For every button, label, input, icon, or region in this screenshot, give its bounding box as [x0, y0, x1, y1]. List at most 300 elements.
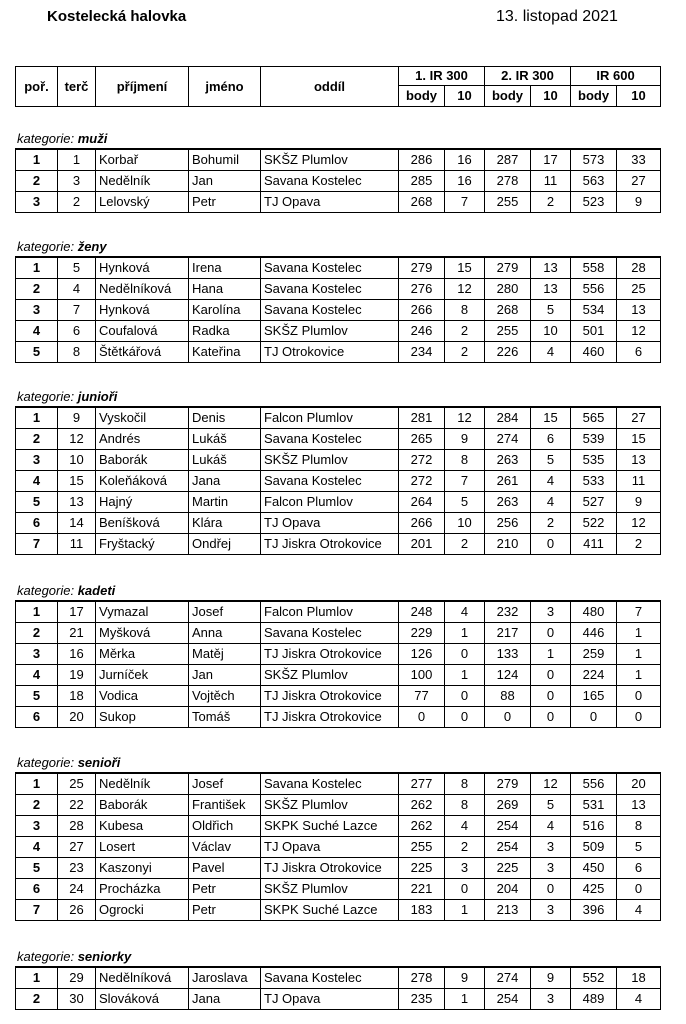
cell-first-name: Josef: [189, 773, 261, 795]
cell-club: TJ Jiskra Otrokovice: [261, 858, 399, 879]
table-row: [16, 321, 661, 342]
cell-rank: 3: [16, 300, 58, 321]
cell-target: 13: [58, 492, 96, 513]
cell-ir300-2-ten: 17: [531, 149, 571, 171]
table-row: [16, 257, 661, 279]
table-row: [16, 429, 661, 450]
cell-club: Savana Kostelec: [261, 773, 399, 795]
cell-ir300-1-body: 285: [399, 171, 445, 192]
cell-rank: 1: [16, 967, 58, 989]
cell-club: SKŠZ Plumlov: [261, 321, 399, 342]
cell-ir300-2-ten: 1: [531, 644, 571, 665]
cell-rank: 4: [16, 665, 58, 686]
cell-target: 10: [58, 450, 96, 471]
cell-ir300-2-body: 254: [485, 989, 531, 1010]
cell-rank: 3: [16, 816, 58, 837]
cell-target: 11: [58, 534, 96, 555]
cell-ir300-2-ten: 4: [531, 492, 571, 513]
cell-first-name: Irena: [189, 257, 261, 279]
cell-ir300-2-body: 226: [485, 342, 531, 363]
category-prefix: kategorie:: [17, 131, 78, 146]
table-row: [16, 879, 661, 900]
cell-first-name: Bohumil: [189, 149, 261, 171]
cell-ir600-body: 450: [571, 858, 617, 879]
cell-rank: 5: [16, 492, 58, 513]
cell-first-name: Lukáš: [189, 450, 261, 471]
cell-ir600-body: 411: [571, 534, 617, 555]
cell-ir600-body: 501: [571, 321, 617, 342]
category-name: muži: [77, 131, 108, 146]
cell-ir600-body: 556: [571, 279, 617, 300]
table-row: [16, 279, 661, 300]
cell-ir600-ten: 6: [617, 342, 661, 363]
cell-surname: Nedělníková: [96, 967, 189, 989]
cell-ir300-1-ten: 4: [445, 601, 485, 623]
cell-ir300-1-ten: 8: [445, 795, 485, 816]
category-table: [15, 148, 661, 213]
cell-surname: Ogrocki: [96, 900, 189, 921]
category-table: [15, 406, 661, 555]
cell-rank: 4: [16, 837, 58, 858]
cell-ir300-2-ten: 4: [531, 342, 571, 363]
cell-club: Savana Kostelec: [261, 471, 399, 492]
cell-ir300-1-ten: 2: [445, 837, 485, 858]
cell-ir300-2-body: 284: [485, 407, 531, 429]
cell-ir600-ten: 0: [617, 707, 661, 728]
cell-surname: Nedělník: [96, 773, 189, 795]
category-prefix: kategorie:: [17, 583, 78, 598]
cell-ir600-ten: 4: [617, 900, 661, 921]
cell-rank: 2: [16, 623, 58, 644]
cell-first-name: Radka: [189, 321, 261, 342]
cell-ir300-1-body: 281: [399, 407, 445, 429]
cell-club: SKPK Suché Lazce: [261, 816, 399, 837]
cell-ir300-2-body: 279: [485, 773, 531, 795]
table-row: [16, 149, 661, 171]
cell-target: 26: [58, 900, 96, 921]
cell-ir300-1-body: 201: [399, 534, 445, 555]
cell-ir600-body: 446: [571, 623, 617, 644]
cell-surname: Kubesa: [96, 816, 189, 837]
cell-ir300-2-ten: 3: [531, 601, 571, 623]
cell-target: 16: [58, 644, 96, 665]
cell-club: SKŠZ Plumlov: [261, 879, 399, 900]
cell-first-name: Tomáš: [189, 707, 261, 728]
cell-ir600-body: 563: [571, 171, 617, 192]
col-header-ten: 10: [445, 86, 485, 107]
cell-ir300-1-body: 286: [399, 149, 445, 171]
cell-ir300-1-ten: 9: [445, 429, 485, 450]
cell-ir300-2-body: 133: [485, 644, 531, 665]
cell-ir300-2-ten: 2: [531, 192, 571, 213]
category-name: seniorky: [77, 949, 132, 964]
cell-surname: Vymazal: [96, 601, 189, 623]
cell-rank: 4: [16, 321, 58, 342]
cell-surname: Lelovský: [96, 192, 189, 213]
cell-ir300-2-ten: 0: [531, 686, 571, 707]
category-name: senioři: [77, 755, 121, 770]
cell-surname: Koleňáková: [96, 471, 189, 492]
cell-ir300-1-ten: 4: [445, 816, 485, 837]
table-row: [16, 686, 661, 707]
cell-ir600-body: 509: [571, 837, 617, 858]
cell-ir300-1-ten: 2: [445, 321, 485, 342]
cell-ir300-2-ten: 0: [531, 879, 571, 900]
table-row: [16, 773, 661, 795]
cell-rank: 2: [16, 989, 58, 1010]
cell-ir600-body: 0: [571, 707, 617, 728]
cell-ir600-ten: 8: [617, 816, 661, 837]
cell-ir300-1-ten: 7: [445, 192, 485, 213]
cell-surname: Andrés: [96, 429, 189, 450]
cell-first-name: Petr: [189, 900, 261, 921]
cell-target: 8: [58, 342, 96, 363]
cell-ir300-1-body: 255: [399, 837, 445, 858]
cell-first-name: Kateřina: [189, 342, 261, 363]
category-prefix: kategorie:: [17, 755, 78, 770]
cell-ir600-ten: 1: [617, 644, 661, 665]
cell-first-name: Karolína: [189, 300, 261, 321]
table-row: [16, 858, 661, 879]
cell-ir300-2-body: 88: [485, 686, 531, 707]
category-label: [17, 949, 131, 964]
cell-target: 29: [58, 967, 96, 989]
col-header-oddil: oddíl: [261, 67, 399, 107]
col-header-por: poř.: [16, 67, 58, 107]
cell-ir300-1-ten: 5: [445, 492, 485, 513]
cell-ir300-1-body: 264: [399, 492, 445, 513]
cell-target: 1: [58, 149, 96, 171]
category-prefix: kategorie:: [17, 949, 78, 964]
cell-ir300-1-ten: 0: [445, 644, 485, 665]
cell-ir300-2-body: 287: [485, 149, 531, 171]
cell-ir600-body: 533: [571, 471, 617, 492]
cell-ir600-body: 527: [571, 492, 617, 513]
cell-ir600-body: 523: [571, 192, 617, 213]
cell-ir600-ten: 1: [617, 623, 661, 644]
cell-target: 7: [58, 300, 96, 321]
cell-ir300-1-ten: 2: [445, 342, 485, 363]
cell-ir300-2-ten: 15: [531, 407, 571, 429]
cell-first-name: Petr: [189, 192, 261, 213]
cell-surname: Myšková: [96, 623, 189, 644]
cell-club: TJ Opava: [261, 192, 399, 213]
cell-ir600-ten: 9: [617, 192, 661, 213]
cell-target: 18: [58, 686, 96, 707]
cell-ir300-1-body: 265: [399, 429, 445, 450]
cell-ir300-2-ten: 0: [531, 707, 571, 728]
cell-ir600-body: 224: [571, 665, 617, 686]
cell-ir300-2-ten: 6: [531, 429, 571, 450]
cell-ir300-2-body: 254: [485, 816, 531, 837]
cell-club: TJ Jiskra Otrokovice: [261, 644, 399, 665]
cell-ir600-body: 565: [571, 407, 617, 429]
cell-ir300-2-ten: 0: [531, 623, 571, 644]
cell-ir600-ten: 20: [617, 773, 661, 795]
category-name: kadeti: [77, 583, 116, 598]
cell-target: 30: [58, 989, 96, 1010]
cell-ir600-ten: 27: [617, 407, 661, 429]
cell-ir600-ten: 12: [617, 321, 661, 342]
cell-ir600-ten: 18: [617, 967, 661, 989]
category-table: [15, 256, 661, 363]
cell-ir300-2-body: 261: [485, 471, 531, 492]
cell-rank: 2: [16, 429, 58, 450]
table-row: [16, 837, 661, 858]
cell-ir300-2-body: 269: [485, 795, 531, 816]
cell-rank: 3: [16, 450, 58, 471]
cell-ir300-1-body: 229: [399, 623, 445, 644]
cell-target: 9: [58, 407, 96, 429]
category-label: [17, 239, 107, 254]
cell-ir300-1-ten: 0: [445, 879, 485, 900]
cell-ir300-1-ten: 7: [445, 471, 485, 492]
cell-ir300-2-ten: 3: [531, 900, 571, 921]
cell-first-name: Klára: [189, 513, 261, 534]
cell-ir300-2-body: 225: [485, 858, 531, 879]
cell-ir300-1-body: 272: [399, 471, 445, 492]
cell-target: 12: [58, 429, 96, 450]
cell-ir300-2-ten: 3: [531, 989, 571, 1010]
cell-ir300-1-ten: 1: [445, 989, 485, 1010]
cell-surname: Vodica: [96, 686, 189, 707]
cell-surname: Kaszonyi: [96, 858, 189, 879]
cell-club: Savana Kostelec: [261, 257, 399, 279]
table-row: [16, 623, 661, 644]
table-row: [16, 534, 661, 555]
cell-ir600-body: 460: [571, 342, 617, 363]
cell-first-name: Ondřej: [189, 534, 261, 555]
cell-first-name: Martin: [189, 492, 261, 513]
cell-club: TJ Opava: [261, 513, 399, 534]
cell-ir300-1-body: 235: [399, 989, 445, 1010]
cell-surname: Měrka: [96, 644, 189, 665]
table-row: [16, 967, 661, 989]
cell-target: 3: [58, 171, 96, 192]
cell-target: 5: [58, 257, 96, 279]
col-header-ir300-1: 1. IR 300: [399, 67, 485, 86]
cell-ir300-1-ten: 16: [445, 149, 485, 171]
cell-first-name: František: [189, 795, 261, 816]
cell-ir300-1-ten: 8: [445, 300, 485, 321]
category-label: [17, 755, 120, 770]
cell-ir600-ten: 4: [617, 989, 661, 1010]
cell-rank: 5: [16, 686, 58, 707]
cell-ir300-1-ten: 2: [445, 534, 485, 555]
cell-ir300-2-body: 213: [485, 900, 531, 921]
cell-ir600-body: 425: [571, 879, 617, 900]
cell-ir600-body: 556: [571, 773, 617, 795]
cell-ir300-1-body: 246: [399, 321, 445, 342]
cell-rank: 2: [16, 795, 58, 816]
cell-rank: 1: [16, 407, 58, 429]
col-header-body: body: [485, 86, 531, 107]
cell-first-name: Petr: [189, 879, 261, 900]
cell-ir300-1-ten: 10: [445, 513, 485, 534]
table-row: [16, 450, 661, 471]
table-row: [16, 665, 661, 686]
cell-ir300-2-ten: 10: [531, 321, 571, 342]
cell-club: Savana Kostelec: [261, 300, 399, 321]
category-table: [15, 772, 661, 921]
cell-ir300-2-ten: 0: [531, 665, 571, 686]
cell-ir300-2-ten: 5: [531, 450, 571, 471]
cell-ir300-2-body: 217: [485, 623, 531, 644]
cell-ir300-2-ten: 9: [531, 967, 571, 989]
cell-ir300-2-ten: 12: [531, 773, 571, 795]
col-header-body: body: [399, 86, 445, 107]
cell-ir600-ten: 5: [617, 837, 661, 858]
category-name: ženy: [77, 239, 107, 254]
cell-ir600-body: 531: [571, 795, 617, 816]
cell-ir300-2-ten: 5: [531, 795, 571, 816]
cell-ir300-2-body: 274: [485, 967, 531, 989]
cell-ir300-1-body: 100: [399, 665, 445, 686]
cell-ir300-2-body: 278: [485, 171, 531, 192]
cell-ir300-1-ten: 1: [445, 623, 485, 644]
cell-ir300-1-body: 268: [399, 192, 445, 213]
cell-surname: Baborák: [96, 450, 189, 471]
cell-ir300-1-body: 221: [399, 879, 445, 900]
cell-rank: 1: [16, 149, 58, 171]
cell-surname: Nedělník: [96, 171, 189, 192]
cell-club: SKŠZ Plumlov: [261, 149, 399, 171]
cell-ir600-ten: 28: [617, 257, 661, 279]
cell-rank: 7: [16, 900, 58, 921]
cell-ir300-2-body: 263: [485, 450, 531, 471]
cell-ir300-1-ten: 15: [445, 257, 485, 279]
cell-ir300-1-ten: 3: [445, 858, 485, 879]
cell-ir600-body: 552: [571, 967, 617, 989]
cell-club: Savana Kostelec: [261, 623, 399, 644]
category-table: [15, 600, 661, 728]
cell-rank: 4: [16, 471, 58, 492]
cell-first-name: Jana: [189, 471, 261, 492]
cell-ir300-1-body: 225: [399, 858, 445, 879]
cell-ir600-ten: 15: [617, 429, 661, 450]
cell-ir300-2-body: 255: [485, 192, 531, 213]
cell-first-name: Hana: [189, 279, 261, 300]
cell-first-name: Jan: [189, 665, 261, 686]
table-row: [16, 707, 661, 728]
cell-surname: Coufalová: [96, 321, 189, 342]
cell-first-name: Vojtěch: [189, 686, 261, 707]
cell-ir300-2-body: 124: [485, 665, 531, 686]
cell-surname: Beníšková: [96, 513, 189, 534]
cell-rank: 7: [16, 534, 58, 555]
cell-ir600-ten: 12: [617, 513, 661, 534]
cell-first-name: Pavel: [189, 858, 261, 879]
col-header-ir300-2: 2. IR 300: [485, 67, 571, 86]
category-prefix: kategorie:: [17, 239, 78, 254]
cell-target: 23: [58, 858, 96, 879]
cell-ir300-1-ten: 0: [445, 686, 485, 707]
cell-ir300-2-body: 263: [485, 492, 531, 513]
cell-rank: 2: [16, 279, 58, 300]
cell-first-name: Jana: [189, 989, 261, 1010]
cell-ir300-1-body: 262: [399, 816, 445, 837]
col-header-prijmeni: příjmení: [96, 67, 189, 107]
page-title: Kostelecká halovka: [47, 8, 187, 25]
cell-ir300-1-body: 278: [399, 967, 445, 989]
col-header-ir600: IR 600: [571, 67, 661, 86]
cell-ir300-2-ten: 13: [531, 279, 571, 300]
cell-rank: 3: [16, 192, 58, 213]
cell-target: 24: [58, 879, 96, 900]
cell-ir600-body: 165: [571, 686, 617, 707]
cell-ir300-1-body: 126: [399, 644, 445, 665]
cell-ir300-1-ten: 1: [445, 665, 485, 686]
table-row: [16, 601, 661, 623]
cell-target: 27: [58, 837, 96, 858]
cell-ir300-2-body: 256: [485, 513, 531, 534]
cell-ir600-body: 535: [571, 450, 617, 471]
cell-ir600-body: 516: [571, 816, 617, 837]
cell-club: Savana Kostelec: [261, 967, 399, 989]
table-row: [16, 471, 661, 492]
table-row: [16, 492, 661, 513]
cell-rank: 6: [16, 879, 58, 900]
cell-ir300-1-ten: 1: [445, 900, 485, 921]
cell-ir300-2-ten: 4: [531, 816, 571, 837]
cell-surname: Jurníček: [96, 665, 189, 686]
table-row: [16, 342, 661, 363]
cell-ir300-2-body: 204: [485, 879, 531, 900]
cell-rank: 1: [16, 257, 58, 279]
cell-target: 4: [58, 279, 96, 300]
cell-club: Savana Kostelec: [261, 279, 399, 300]
table-row: [16, 300, 661, 321]
table-row: [16, 989, 661, 1010]
table-row: [16, 900, 661, 921]
cell-ir300-2-body: 280: [485, 279, 531, 300]
cell-club: Falcon Plumlov: [261, 601, 399, 623]
cell-ir300-2-ten: 13: [531, 257, 571, 279]
cell-ir300-1-body: 183: [399, 900, 445, 921]
category-prefix: kategorie:: [17, 389, 78, 404]
cell-ir300-2-ten: 4: [531, 471, 571, 492]
cell-ir300-2-body: 232: [485, 601, 531, 623]
cell-club: Falcon Plumlov: [261, 407, 399, 429]
cell-target: 19: [58, 665, 96, 686]
col-header-terc: terč: [58, 67, 96, 107]
cell-ir300-1-ten: 8: [445, 450, 485, 471]
cell-rank: 5: [16, 342, 58, 363]
cell-club: Savana Kostelec: [261, 171, 399, 192]
cell-first-name: Lukáš: [189, 429, 261, 450]
cell-surname: Vyskočil: [96, 407, 189, 429]
table-row: [16, 192, 661, 213]
cell-ir300-1-ten: 12: [445, 279, 485, 300]
col-header-jmeno: jméno: [189, 67, 261, 107]
cell-ir300-2-ten: 2: [531, 513, 571, 534]
col-header-body: body: [571, 86, 617, 107]
cell-first-name: Jan: [189, 171, 261, 192]
cell-target: 6: [58, 321, 96, 342]
cell-ir600-ten: 13: [617, 795, 661, 816]
cell-surname: Nedělníková: [96, 279, 189, 300]
cell-ir300-1-body: 266: [399, 300, 445, 321]
cell-ir600-ten: 6: [617, 858, 661, 879]
category-label: [17, 131, 107, 146]
cell-ir300-1-body: 248: [399, 601, 445, 623]
cell-first-name: Jaroslava: [189, 967, 261, 989]
cell-ir300-2-body: 279: [485, 257, 531, 279]
cell-ir600-body: 558: [571, 257, 617, 279]
cell-ir300-1-body: 276: [399, 279, 445, 300]
cell-ir600-body: 534: [571, 300, 617, 321]
cell-surname: Hynková: [96, 257, 189, 279]
